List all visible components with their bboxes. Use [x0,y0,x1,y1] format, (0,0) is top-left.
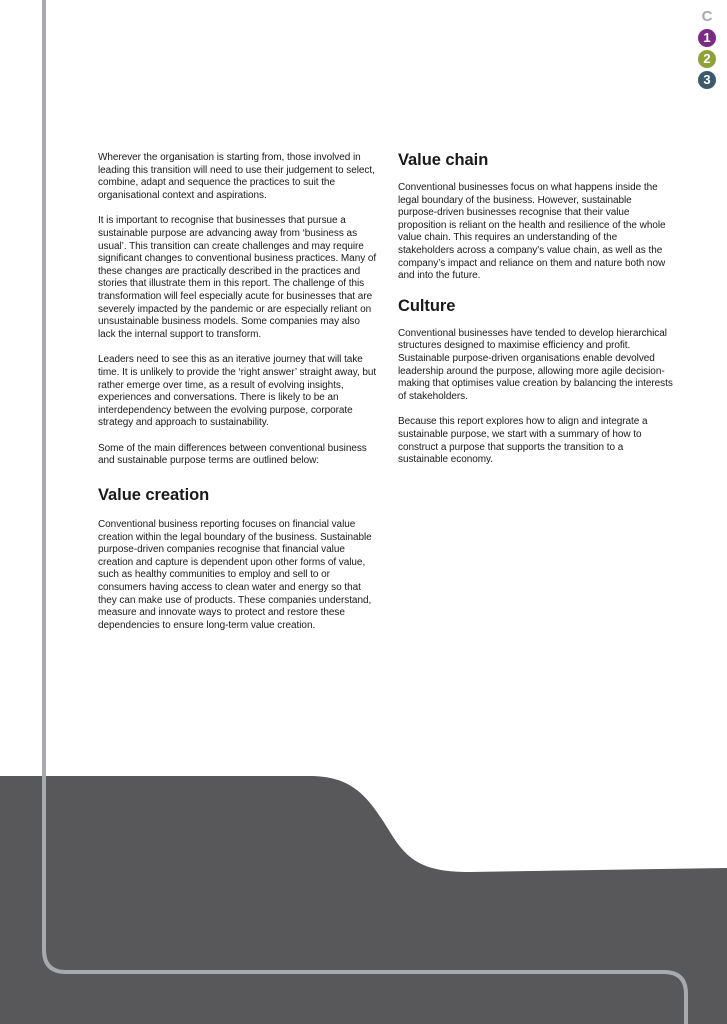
section-nav [697,8,717,89]
intro-paragraph-2: It is important to recognise that businesses that pursue a sustainable purpose are advancing away from ‘business as usual’. This transition can create challenges and may require significant changes to conventional business practices. Many of these changes are practically described in the practices and stories that illustrate them in this report. The challenge of this transformation will feel especially acute for businesses that are severely impacted by the pandemic or are especially reliant on unsustainable business models. Some companies may also lack the internal support to transform. [98,215,377,340]
intro-paragraph-4: Some of the main differences between conventional business and sustainable purpose terms are outlined below: [98,442,367,467]
culture-heading: Culture [398,296,456,315]
value-creation-heading: Value creation [98,486,210,505]
nav-section-3-button[interactable]: 3 [698,71,716,89]
nav-current-section[interactable]: C [701,8,713,25]
value-creation-paragraph: Conventional business reporting focuses on financial value creation within the legal boundary of the business. Sustainable purpose-driven companies recognise that financial value creation and capture is dependent upon other forms of value, such as healthy communities to employ and sell to or consumers having access to clean water and energy so that they can make use of products. These companies understand, measure and innovate ways to protect and restore these dependencies to ensure long-term value creation. [98,519,372,631]
value-chain-heading: Value chain [398,151,489,169]
intro-paragraph-3: Leaders need to see this as an iterative journey that will take time. It is unlikely to provide the ‘right answer’ straight away, but rather emerge over time, as a result of evolving insights, experiences and conversations. There is likely to be an interdependency between the evolving purpose, corporate strategy and approach to sustainability. [98,354,377,429]
culture-paragraph: Conventional businesses have tended to develop hierarchical structures designed to maximise efficiency and profit. Sustainable purpose-driven organisations enable devolved leadership around the purpose, allowing more agile decision-making that optimises value creation by balancing the interests of stakeholders. [398,327,673,402]
nav-section-2-button[interactable]: 2 [698,50,716,68]
nav-section-1-button[interactable]: 1 [698,29,716,47]
intro-paragraph-1: Wherever the organisation is starting from, those involved in leading this transition will need to use their judgement to select, combine, adapt and sequence the practices to suit the organisational context and aspirations. [98,152,375,201]
left-column [98,152,380,645]
value-chain-paragraph: Conventional businesses focus on what happens inside the legal boundary of the business. However, sustainable purpose-driven businesses recognise that their value proposition is reliant on the health and resilience of the whole value chain. This requires an understanding of the stakeholders across a company’s value chain, as well as the company’s impact and reliance on them and nature both now and into the future. [398,182,666,282]
closing-paragraph: Because this report explores how to align and integrate a sustainable purpose, we start with a summary of how to construct a purpose that supports the transition to a sustainable economy. [398,416,648,466]
right-column [398,150,673,480]
footer-band [0,776,727,1024]
